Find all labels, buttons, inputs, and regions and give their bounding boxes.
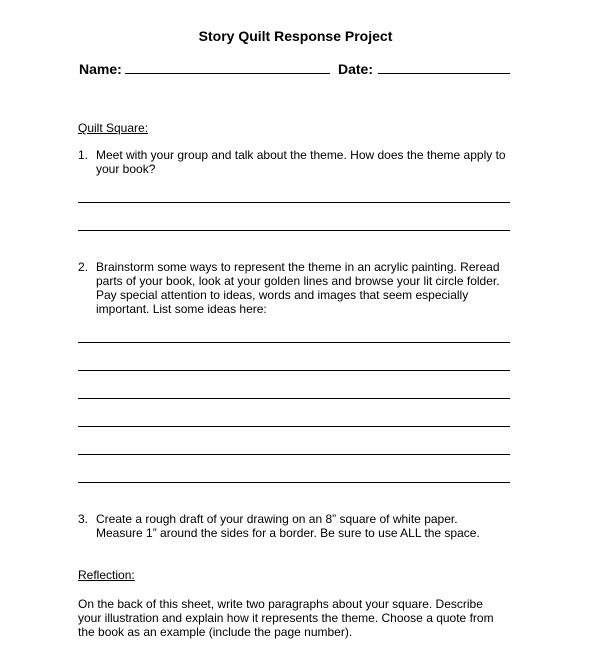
reflection-line: your illustration and explain how it represents the theme. Choose a quote from	[78, 611, 494, 625]
question-2-line: parts of your book, look at your golden lines and browse your lit circle folder.	[96, 274, 500, 288]
question-1-line: Meet with your group and talk about the theme. How does the theme apply to	[96, 148, 506, 162]
question-1-text	[96, 148, 506, 176]
answer-line[interactable]	[78, 202, 510, 203]
name-blank-line[interactable]	[125, 73, 330, 74]
answer-line[interactable]	[78, 426, 510, 427]
question-3-line: Measure 1” around the sides for a border. Be sure to use ALL the space.	[96, 526, 480, 540]
date-blank-line[interactable]	[378, 73, 510, 74]
date-label: Date:	[338, 61, 374, 77]
page-title: Story Quilt Response Project	[198, 28, 393, 44]
answer-line[interactable]	[78, 370, 510, 371]
question-2-line: Brainstorm some ways to represent the theme in an acrylic painting. Reread	[96, 260, 500, 274]
answer-line[interactable]	[78, 342, 510, 343]
question-3-text	[96, 512, 480, 540]
reflection-paragraph	[78, 597, 494, 639]
answer-line[interactable]	[78, 398, 510, 399]
question-3-line: Create a rough draft of your drawing on an 8” square of white paper.	[96, 512, 458, 526]
answer-line[interactable]	[78, 230, 510, 231]
answer-line[interactable]	[78, 482, 510, 483]
answer-line[interactable]	[78, 454, 510, 455]
question-1-number: 1.	[78, 148, 89, 162]
reflection-heading: Reflection:	[78, 568, 135, 582]
name-label: Name:	[79, 61, 122, 77]
question-2-text	[96, 260, 500, 316]
quilt-square-heading: Quilt Square:	[78, 121, 149, 135]
reflection-line: the book as an example (include the page number).	[78, 625, 353, 639]
question-2-line: important. List some ideas here:	[96, 302, 267, 316]
question-1-line: your book?	[96, 162, 156, 176]
question-2-number: 2.	[78, 260, 89, 274]
question-3-number: 3.	[78, 512, 89, 526]
reflection-line: On the back of this sheet, write two paragraphs about your square. Describe	[78, 597, 483, 611]
question-2-line: Pay special attention to ideas, words and images that seem especially	[96, 288, 469, 302]
